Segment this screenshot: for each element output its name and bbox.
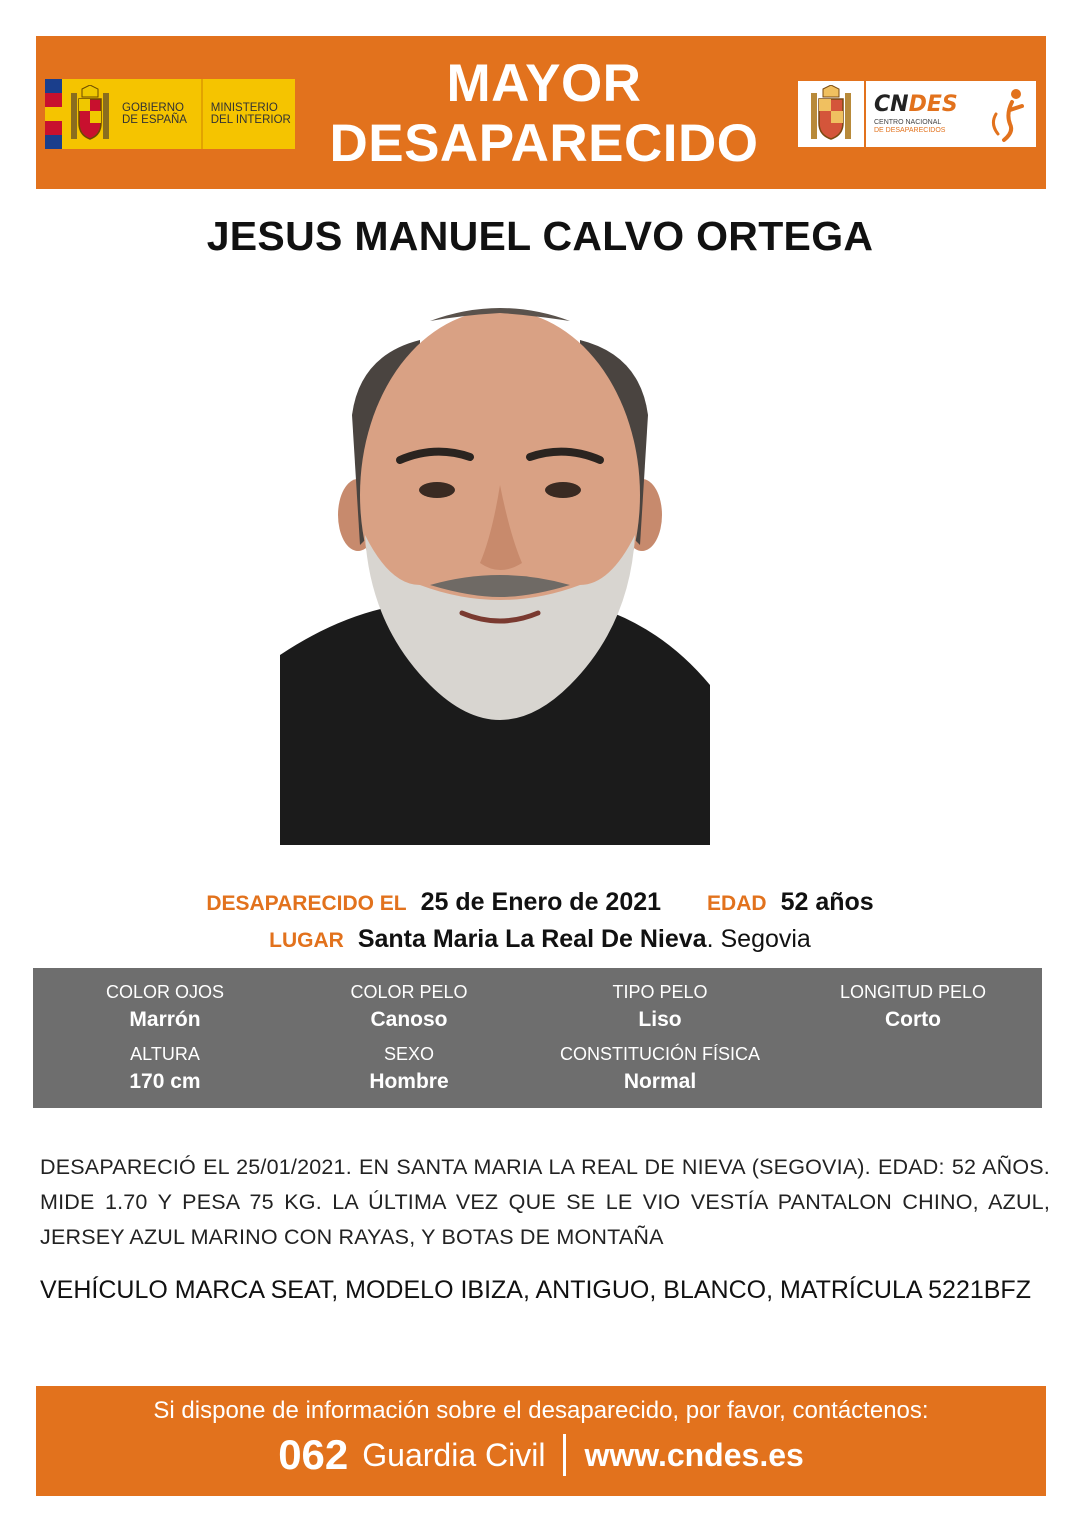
organization-name: Guardia Civil xyxy=(362,1437,546,1473)
contact-message: Si dispone de información sobre el desaparecido, por favor, contáctenos: xyxy=(153,1397,929,1424)
coat-of-arms-icon xyxy=(798,81,866,147)
person-name: JESUS MANUEL CALVO ORTEGA xyxy=(206,213,874,259)
age-value: 52 años xyxy=(780,888,874,916)
poster-title: MAYOR DESAPARECIDO xyxy=(329,54,759,173)
description-text: DESAPARECIÓ EL 25/01/2021. EN SANTA MARIA LA REAL DE NIEVA (SEGOVIA). EDAD: 52 AÑOS. MIDE 1.70 Y PESA 75 KG. LA ÚLTIMA VEZ QUE SE LE VIO VESTÍA PANTALON CHINO, AZUL, JERSEY AZUL MARINO CON RAYAS, Y BOTAS DE MONTAÑA xyxy=(40,1155,1050,1249)
attr-height: ALTURA 170 cm xyxy=(129,1044,201,1093)
missing-date-value: 25 de Enero de 2021 xyxy=(420,888,662,916)
gobierno-text: GOBIERNO DE ESPAÑA xyxy=(122,102,187,126)
attr-hair-length: LONGITUD PELO Corto xyxy=(839,982,987,1031)
attr-eye-color: COLOR OJOS Marrón xyxy=(105,982,225,1031)
separator xyxy=(563,1434,566,1476)
place-row xyxy=(0,925,1080,954)
runner-icon xyxy=(986,84,1030,144)
place-value: Santa Maria La Real De Nieva xyxy=(357,925,707,953)
ministerio-text: MINISTERIO DEL INTERIOR xyxy=(210,102,291,126)
header-banner xyxy=(36,36,1046,189)
gobierno-logo xyxy=(45,79,295,149)
contact-footer xyxy=(36,1386,1046,1496)
missing-date-label: DESAPARECIDO EL xyxy=(206,892,407,915)
vehicle-text: VEHÍCULO MARCA SEAT, MODELO IBIZA, ANTIGUO, BLANCO, MATRÍCULA 5221BFZ xyxy=(40,1276,1031,1304)
cndes-wordmark: CNDES xyxy=(874,91,958,117)
cndes-subtitle: CENTRO NACIONAL DE DESAPARECIDOS xyxy=(874,118,946,134)
portrait-photo xyxy=(280,285,710,845)
attr-sex: SEXO Hombre xyxy=(369,1044,449,1093)
attr-build: CONSTITUCIÓN FÍSICA Normal xyxy=(559,1044,760,1093)
attr-hair-type: TIPO PELO Liso xyxy=(612,982,708,1031)
place-label: LUGAR xyxy=(269,929,344,952)
attr-hair-color: COLOR PELO Canoso xyxy=(350,982,468,1031)
place-province: . Segovia xyxy=(706,925,811,953)
age-label: EDAD xyxy=(707,892,767,915)
phone-number[interactable]: 062 xyxy=(278,1431,349,1478)
missing-details-row xyxy=(0,888,1080,917)
cndes-logo xyxy=(798,81,1036,147)
coat-of-arms-icon xyxy=(62,79,118,149)
website-link[interactable]: www.cndes.es xyxy=(584,1437,804,1473)
spain-flag-icon xyxy=(45,79,62,149)
attributes-table xyxy=(33,968,1042,1108)
